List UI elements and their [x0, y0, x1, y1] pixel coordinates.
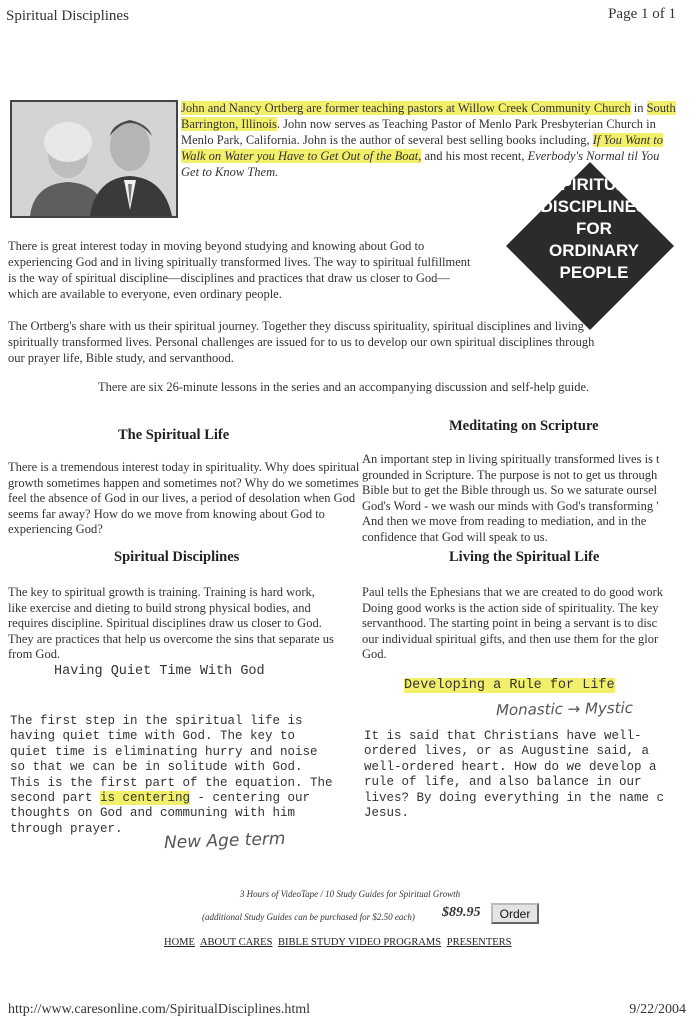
book-title-1: If You Want to Walk on Water you Have to Get Out of the Boat,: [181, 133, 664, 163]
text-line: The first step in the spiritual life is: [10, 714, 303, 728]
nav-link-home[interactable]: HOME: [164, 937, 195, 948]
text-line: servanthood. The starting point in being a servant is to disc: [362, 616, 658, 631]
nav-link-about-cares[interactable]: ABOUT CARES: [199, 937, 273, 948]
text-line: second part is centering - centering our: [10, 791, 311, 806]
text-line: having quiet time with God. The key to: [10, 729, 296, 744]
text-line: The key to spiritual growth is training. Training is hard work,: [8, 585, 315, 599]
text-line: confidence that God will speak to us.: [362, 529, 548, 544]
text-line: through prayer.: [10, 821, 123, 836]
presenters-bio: John and Nancy Ortberg are former teaching pastors at Willow Creek Community Church in South Barrington, Illinois. John now serves as Teaching Pastor of Menlo Park Presbyterian Church in Menlo Park, California. John is the author of several best selling books including, If You Want to Walk on Water you Have to Get Out of the Boat, and his most recent, Everbody's Normal til You Get to Know Them.: [181, 101, 676, 179]
text-line: ordered lives, or as Augustine said, a: [364, 744, 650, 759]
text-line: lives? By doing everything in the name c: [364, 790, 665, 805]
section-body-rule-for-life: [364, 729, 700, 821]
bio-location: South Barrington, Illinois: [181, 101, 676, 131]
section-title-rule-for-life: Developing a Rule for Life: [404, 678, 615, 693]
print-date: 9/22/2004: [629, 1002, 686, 1017]
text-line: Paul tells the Ephesians that we are created to do good work: [362, 585, 663, 599]
text-line: Doing good works is the action side of spirituality. The key: [362, 600, 659, 615]
section-body-living: [362, 585, 700, 663]
intro-paragraph-2: The Ortberg's share with us their spiritual journey. Together they discuss spirituality, spiritual disciplines and living spiritually transformed lives. Personal challenges are issued for to us to develop our own spiritual disciplines through our prayer life, Bible study, and servanthood.: [8, 319, 595, 365]
presenters-photo: [10, 100, 178, 218]
text-line: Bible but to get the Bible through us. So we saturate oursel: [362, 483, 658, 498]
lessons-info: There are six 26-minute lessons in the series and an accompanying discussion and self-help guide.: [98, 380, 590, 394]
presenters-photo-icon: [12, 102, 176, 216]
section-title-living: Living the Spiritual Life: [449, 549, 600, 565]
section-body-disciplines: [8, 585, 368, 663]
section-title-spiritual-life: The Spiritual Life: [118, 427, 230, 443]
text-line: like exercise and dieting to build strong physical bodies, and: [8, 600, 311, 615]
text-line: our individual spiritual gifts, and then use them for the glor: [362, 631, 659, 646]
logo-line-5: PEOPLE: [559, 263, 629, 282]
handwritten-note-monastic: Monastic → Mystic: [495, 698, 634, 720]
section-title-disciplines: Spiritual Disciplines: [114, 549, 240, 565]
text-line: Jesus.: [364, 806, 410, 821]
diamond-logo-icon: [504, 160, 676, 332]
logo-line-4: ORDINARY: [548, 241, 640, 260]
order-study-guides-note: (additional Study Guides can be purchased for $2.50 each): [202, 912, 415, 922]
book-title-2: Everbody's Normal til You Get to Know Them.: [181, 149, 660, 179]
text-line: God.: [362, 647, 387, 662]
text-line: well-ordered heart. How do we develop a: [364, 759, 657, 774]
text-line: requires discipline. Spiritual disciplines draw us closer to God.: [8, 616, 322, 631]
page-url: http://www.caresonline.com/SpiritualDisciplines.html: [8, 1002, 310, 1017]
section-body-meditating: [362, 452, 700, 546]
page-number: Page 1 of 1: [608, 6, 676, 22]
price: $89.95: [442, 905, 481, 920]
section-body-spiritual-life: There is a tremendous interest today in spirituality. Why does spiritual growth sometimes happen and sometimes not? Why do we sometimes feel the absence of God in our lives, a period of desolation when God seems far away? How do we move from knowing about God to experiencing God?: [8, 460, 360, 537]
handwritten-note-new-age: New Age term: [163, 828, 286, 854]
text-line: This is the first part of the equation. The: [10, 775, 333, 790]
section-body-quiet-time: [10, 714, 360, 837]
logo-line-1: SPIRITUAL: [549, 175, 639, 194]
text-line: It is said that Christians have well-: [364, 729, 642, 743]
section-title-quiet-time: Having Quiet Time With God: [54, 664, 265, 679]
text-line: They are practices that help us overcome the sins that separate us: [8, 631, 334, 646]
logo-line-2: DISCIPLINES: [540, 197, 648, 216]
text-line: quiet time is eliminating hurry and noise: [10, 744, 318, 759]
series-logo: [504, 160, 676, 332]
footer-nav: [164, 937, 515, 948]
highlight-centering: is centering: [100, 791, 191, 806]
page-header-title: Spiritual Disciplines: [6, 8, 129, 24]
bio-highlight: John and Nancy Ortberg are former teaching pastors at Willow Creek Community Church: [181, 101, 631, 115]
section-title-meditating: Meditating on Scripture: [449, 418, 599, 434]
text-line: so that we can be in solitude with God.: [10, 760, 303, 775]
text-line: thoughts on God and communing with him: [10, 806, 296, 821]
text-line: God's Word - we wash our minds with God's transforming ': [362, 498, 659, 513]
text-line: rule of life, and also balance in our: [364, 775, 642, 790]
order-description: 3 Hours of VideoTape / 10 Study Guides for Spiritual Growth: [239, 889, 461, 899]
logo-line-3: FOR: [576, 219, 612, 238]
text-line: An important step in living spiritually transformed lives is t: [362, 452, 660, 466]
text-line: from God.: [8, 647, 61, 662]
text-line: grounded in Scripture. The purpose is not to get us through: [362, 467, 658, 482]
intro-paragraph-1: There is great interest today in moving beyond studying and knowing about God to experiencing God and in living spiritually transformed lives. The way to spiritual fulfillment is the way of spiritual discipline—disciplines and practices that draw us closer to God— which are available to everyone, even ordinary people.: [8, 239, 471, 301]
text-line: And then we move from reading to mediation, and in the: [362, 514, 647, 529]
nav-link-presenters[interactable]: PRESENTERS: [446, 937, 512, 948]
order-button[interactable]: Order: [491, 903, 539, 924]
nav-link-bible-study-video-programs[interactable]: BIBLE STUDY VIDEO PROGRAMS: [278, 937, 442, 948]
